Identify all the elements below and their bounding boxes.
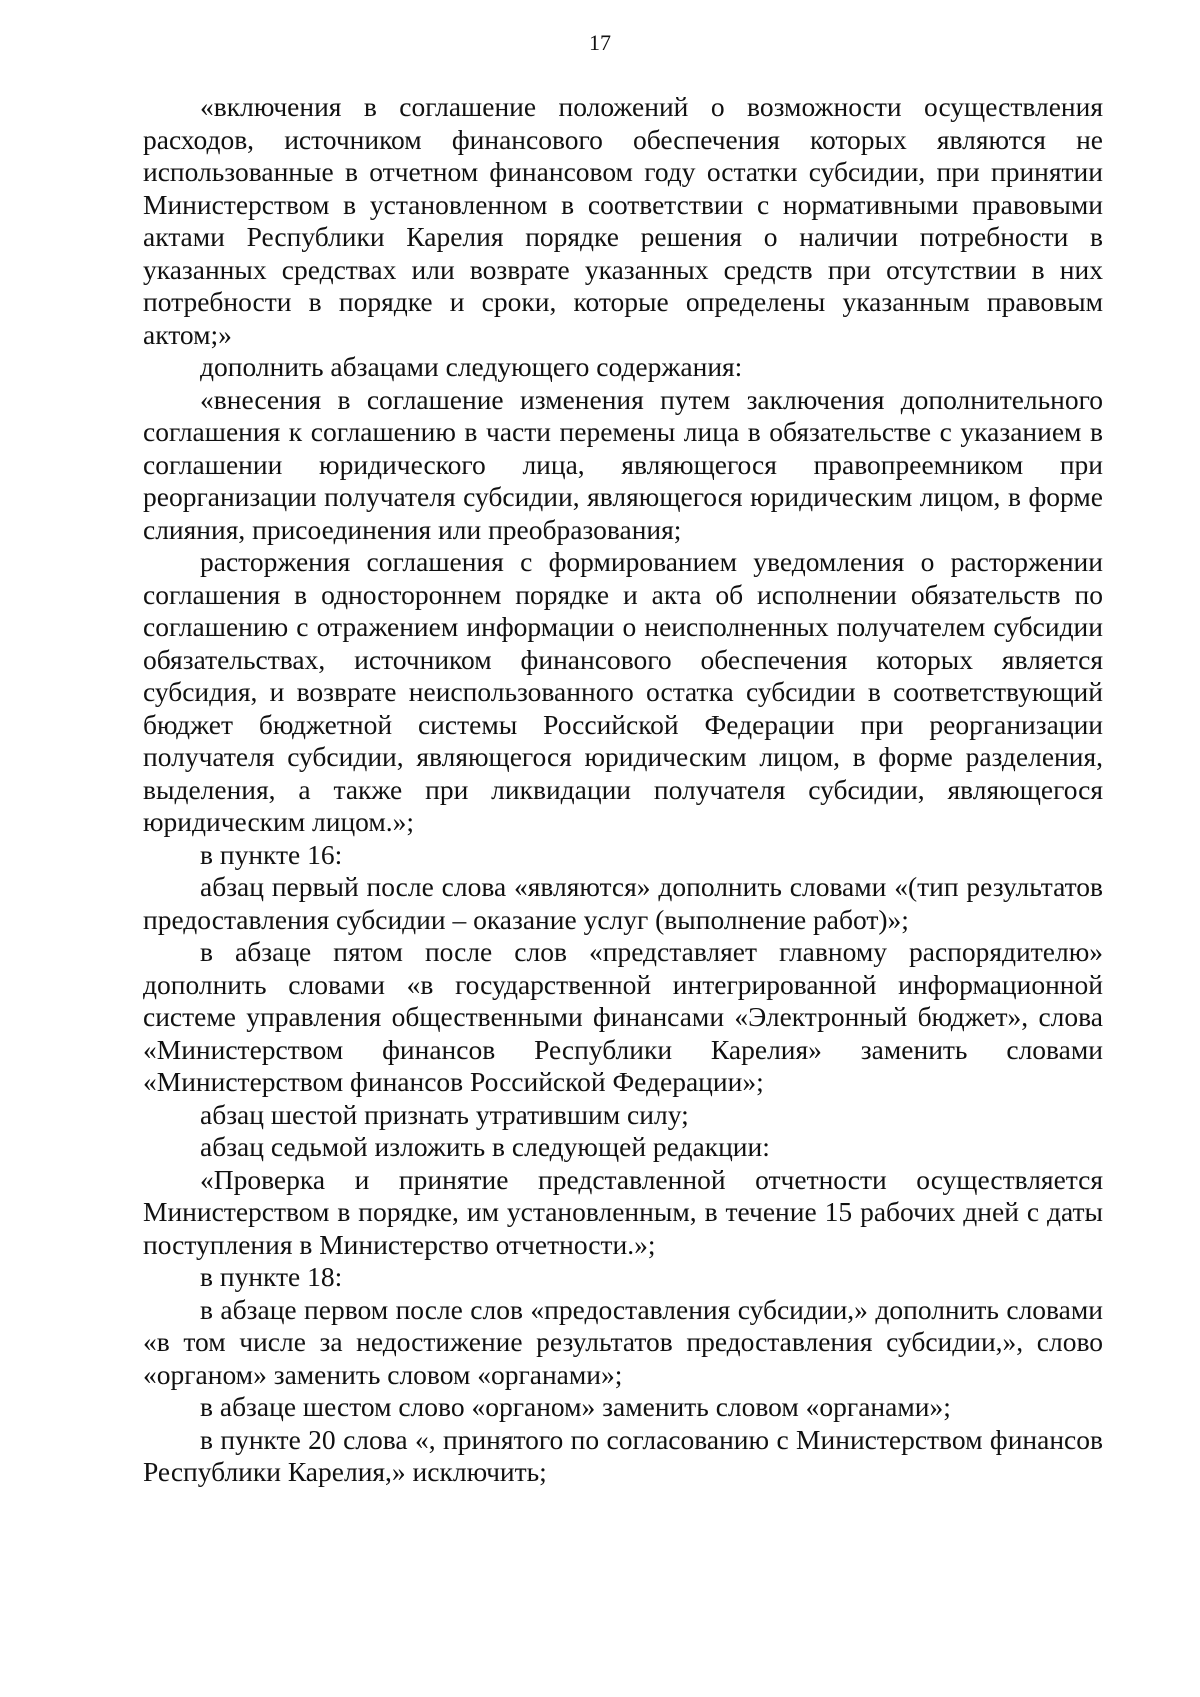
paragraph-9: абзац седьмой изложить в следующей редакции: xyxy=(200,1131,770,1162)
paragraph-2: дополнить абзацами следующего содержания: xyxy=(200,351,743,382)
paragraph-3: «внесения в соглашение изменения путем заключения дополнительного соглашения к соглашению в части перемены лица в обязательстве с указанием в соглашении юридического лица, являющегося правопреемником при реорганизации получателя субсидии, являющегося юридическим лицом, в форме слияния, присоединения или преобразования; xyxy=(143,383,1103,545)
document-body xyxy=(143,91,1103,1489)
paragraph-5: в пункте 16: xyxy=(200,838,343,870)
paragraph-8: абзац шестой признать утратившим силу; xyxy=(200,1098,689,1130)
paragraph-7: в абзаце пятом после слов «представляет главному распорядителю» дополнить словами «в государственной интегрированной информационной системе управления общественными финансами «Электронный бюджет», слова «Министерством финансов Республики Карелия» заменить словами «Министерством финансов Российской Федерации»; xyxy=(143,936,1103,1097)
paragraph-4: расторжения соглашения с формированием уведомления о расторжении соглашения в одностороннем порядке и акта об исполнении обязательств по соглашению с отражением информации о неисполненных получателем субсидии обязательствах, источником финансового обеспечения которых является субсидия, и возврате неиспользованного остатка субсидии в соответствующий бюджет бюджетной системы Российской Федерации при реорганизации получателя субсидии, являющегося юридическим лицом, в форме разделения, выделения, а также при ликвидации получателя субсидии, являющегося юридическим лицом.»; xyxy=(143,546,1103,837)
page-number: 17 xyxy=(589,30,611,55)
paragraph-11: в пункте 18: xyxy=(200,1261,343,1292)
paragraph-6: абзац первый после слова «являются» дополнить словами «(тип результатов предоставления субсидии – оказание услуг (выполнение работ)»; xyxy=(143,871,1103,935)
paragraph-1: «включения в соглашение положений о возможности осуществления расходов, источником финансового обеспечения которых являются не использованные в отчетном финансовом году остатки субсидии, при принятии Министерством в установленном в соответствии с нормативными правовыми актами Республики Карелия порядке решения о наличии потребности в указанных средствах или возврате указанных средств при отсутствии в них потребности в порядке и сроки, которые определены указанным правовым актом;» xyxy=(143,91,1103,350)
paragraph-10: «Проверка и принятие представленной отчетности осуществляется Министерством в порядке, им установленным, в течение 15 рабочих дней с даты поступления в Министерство отчетности.»; xyxy=(143,1163,1103,1260)
paragraph-13: в абзаце шестом слово «органом» заменить словом «органами»; xyxy=(200,1391,951,1422)
paragraph-12: в абзаце первом после слов «предоставления субсидии,» дополнить словами «в том числе за недостижение результатов предоставления субсидии,», слово «органом» заменить словом «органами»; xyxy=(143,1293,1103,1390)
paragraph-14: в пункте 20 слова «, принятого по согласованию с Министерством финансов Республики Карелия,» исключить; xyxy=(143,1423,1103,1487)
